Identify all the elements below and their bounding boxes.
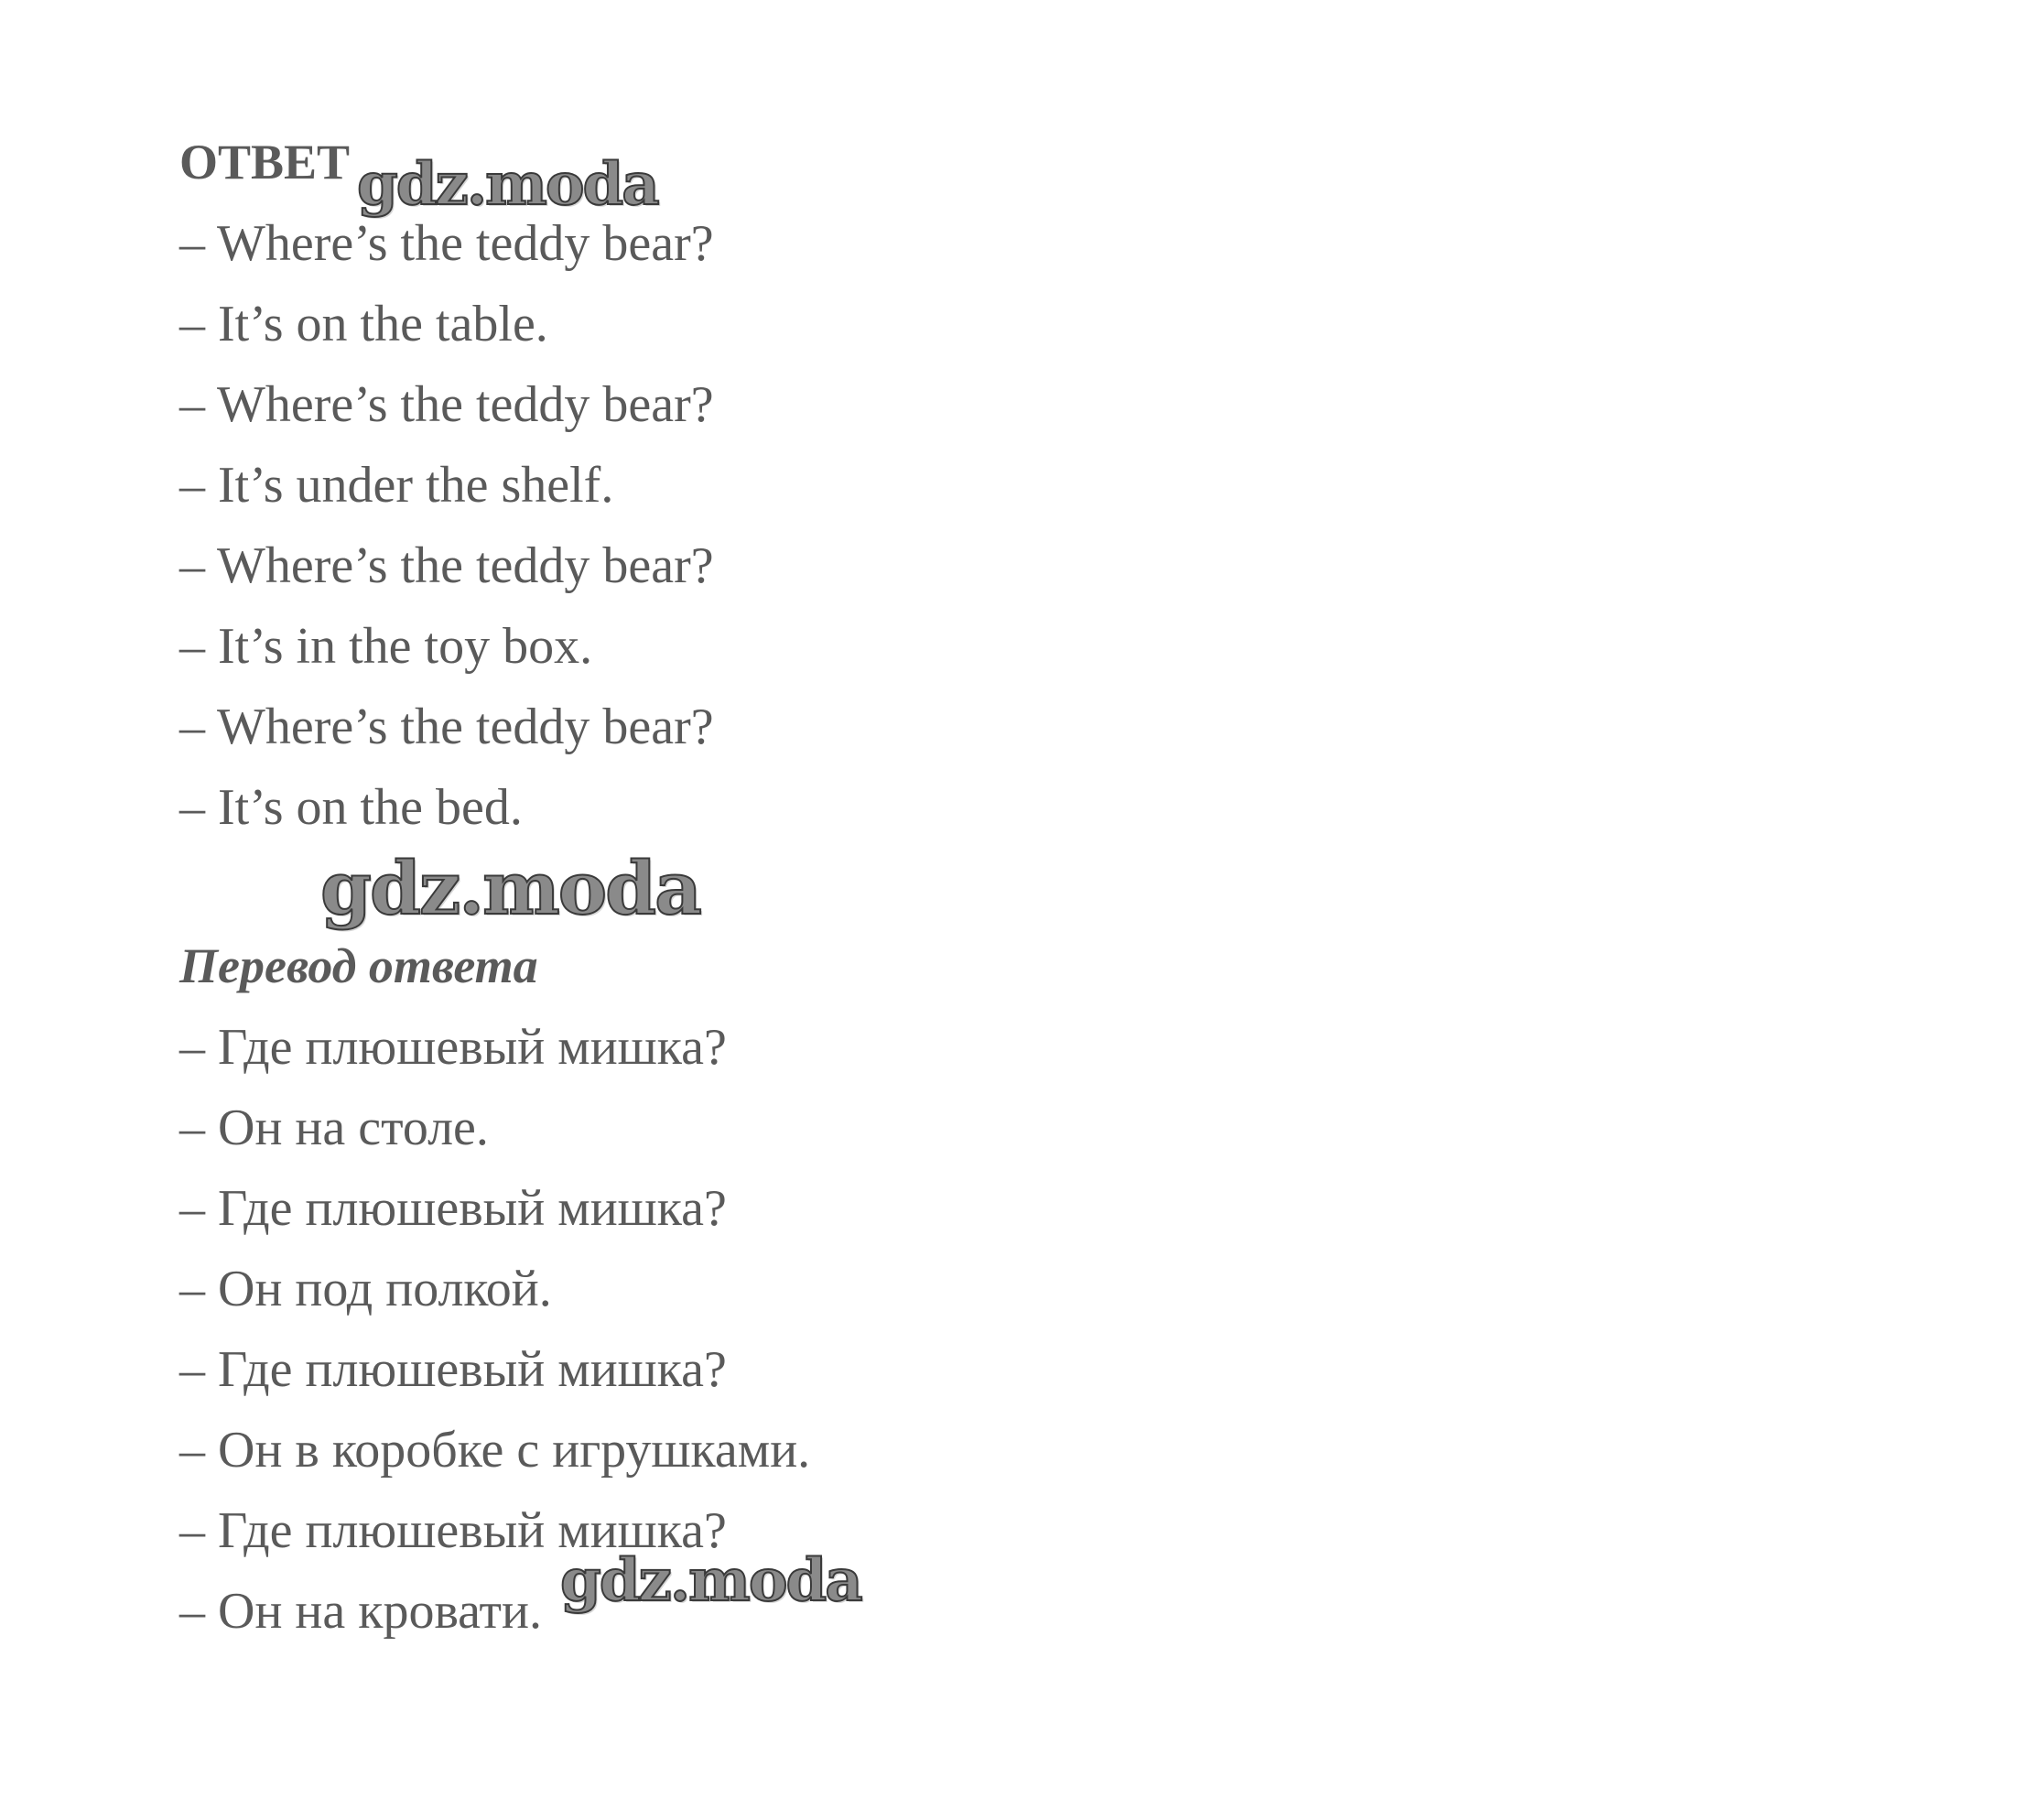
- answer-line: – It’s on the bed.: [179, 779, 523, 836]
- translation-line: – Где плюшевый мишка?: [179, 1019, 727, 1076]
- translation-line: – Где плюшевый мишка?: [179, 1341, 727, 1398]
- answer-line: – It’s under the shelf.: [179, 457, 614, 514]
- translation-heading: Перевод ответа: [179, 938, 538, 993]
- translation-line: – Где плюшевый мишка?: [179, 1502, 727, 1559]
- watermark-logo: gdz.moda: [320, 845, 700, 931]
- answer-line: – Where’s the teddy bear?: [179, 215, 714, 272]
- watermark-logo: gdz.moda: [357, 150, 658, 219]
- answer-heading: ОТВЕТ: [179, 135, 351, 190]
- translation-line: – Он под полкой.: [179, 1261, 552, 1317]
- translation-line: – Где плюшевый мишка?: [179, 1180, 727, 1237]
- watermark-logo: gdz.moda: [560, 1546, 861, 1615]
- translation-line: – Он в коробке с игрушками.: [179, 1422, 811, 1479]
- translation-line: – Он на кровати.: [179, 1583, 542, 1640]
- answer-line: – Where’s the teddy bear?: [179, 699, 714, 755]
- translation-line: – Он на столе.: [179, 1100, 489, 1156]
- answer-line: – It’s in the toy box.: [179, 618, 593, 675]
- answer-line: – It’s on the table.: [179, 296, 548, 352]
- answer-line: – Where’s the teddy bear?: [179, 376, 714, 433]
- answer-line: – Where’s the teddy bear?: [179, 537, 714, 594]
